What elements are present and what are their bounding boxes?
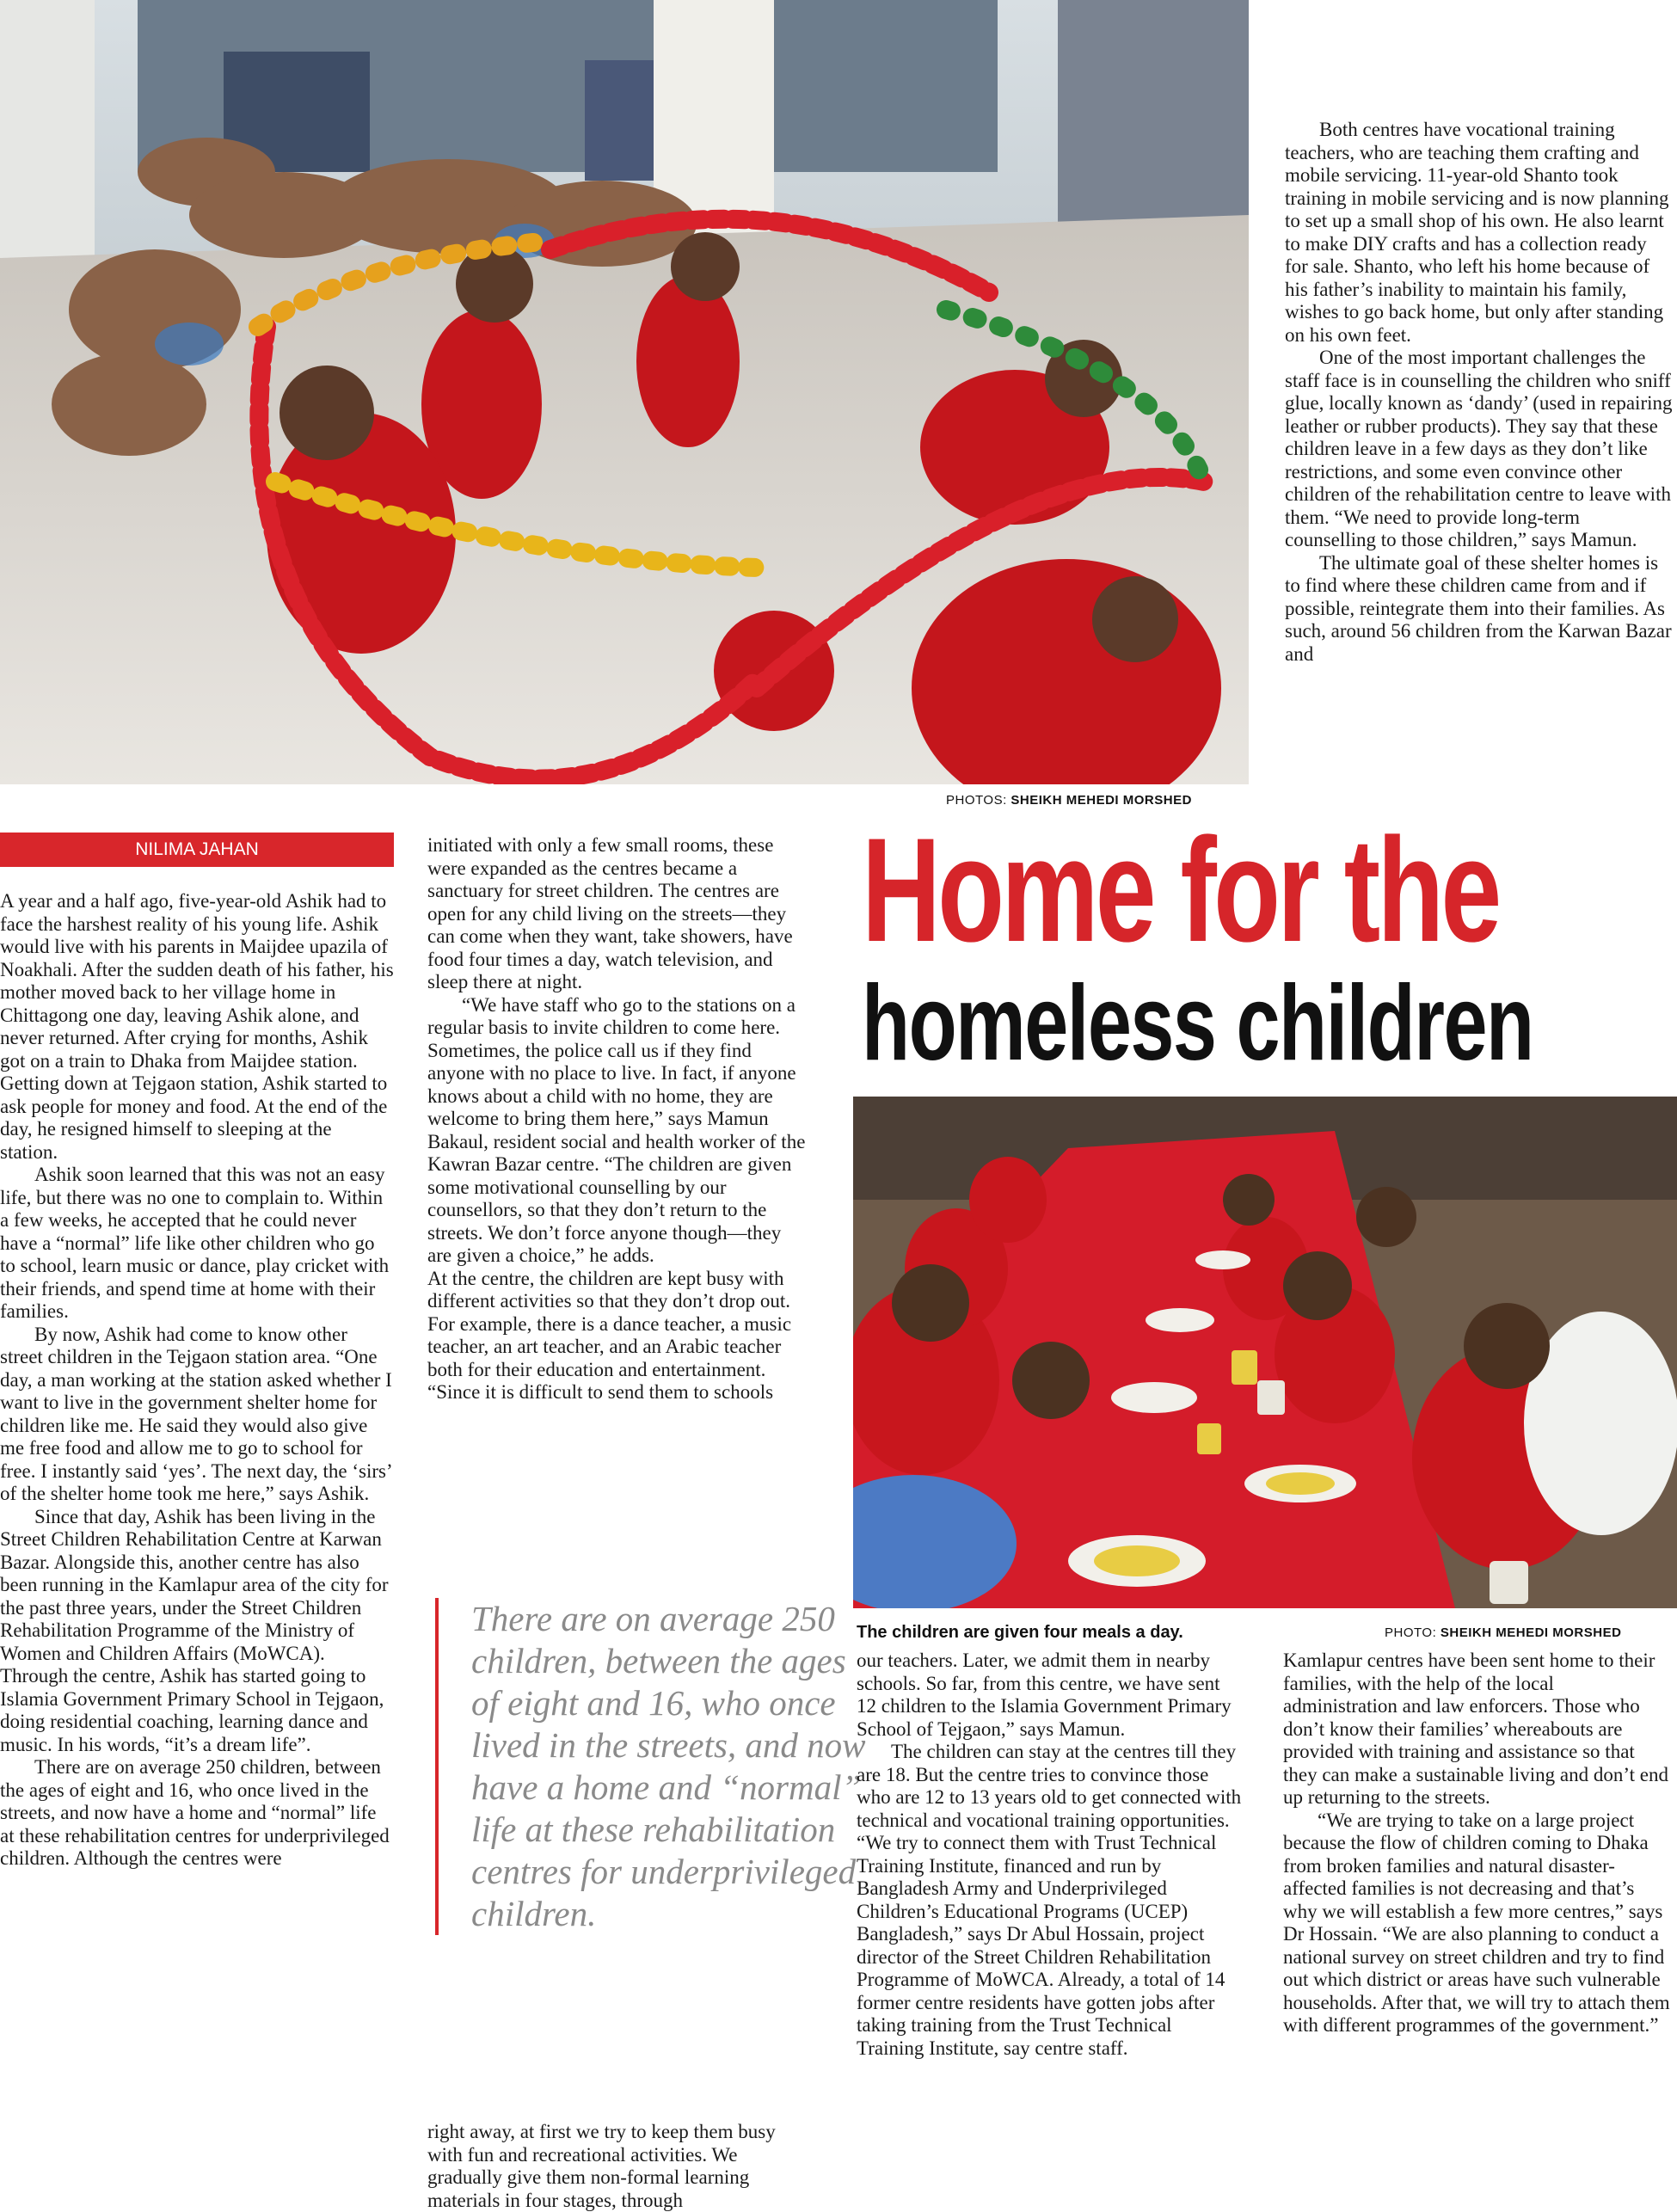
article-col-top-right xyxy=(1285,119,1674,666)
paragraph: One of the most important challenges the staff face is in counselling the children who sniff glue, locally known as ‘dandy’ (used in repairing leather or rubber products). They say that these children leave in a few days as they don’t like restrictions, and some even convince other children of the rehabilitation centre to leave with them. “We need to provide long-term counselling to those children,” says Mamun. xyxy=(1285,347,1673,550)
meal-photo-illustration xyxy=(853,1097,1677,1608)
paragraph: initiated with only a few small rooms, these were expanded as the centres became a sanctuary for street children. The centres are open for any child living on the streets—they can come when they want, take showers, have food four times a day, watch television, and sleep there at night. xyxy=(427,834,793,992)
paragraph: Kamlapur centres have been sent home to their families, with the help of the local administration and law enforcers. Those who don’t know their families’ whereabouts are provided with training and assistance so that they can make a sustainable living and don’t end up returning to the streets. xyxy=(1283,1650,1668,1808)
credit-prefix: PHOTOS: xyxy=(946,793,1007,808)
paragraph: A year and a half ago, five-year-old Ashik had to face the harshest reality of his young life. Ashik would live with his parents in Maijdee upazila of Noakhali. After the sudden death of his father, his mother moved back to her village home in Chittagong one day, leaving Ashik alone, and never returned. After crying for months, Ashik got on a train to Dhaka from Maijdee station. Getting down at Tejgaon station, Ashik started to ask people for money and food. At the end of the day, he resigned himself to sleeping at the station. xyxy=(0,890,394,1163)
top-photo xyxy=(0,0,1249,784)
paragraph: Ashik soon learned that this was not an easy life, but there was no one to complain to. Within a few weeks, he accepted that he could never have a “normal” life like other children who go to school, learn music or dance, play cricket with their friends, and spend time at home with their families. xyxy=(0,1164,390,1322)
top-photo-credit xyxy=(946,793,1192,808)
article-col-4 xyxy=(1283,1650,1672,2037)
headline-line-2: homeless children xyxy=(862,964,1533,1083)
meal-photo-caption: The children are given four meals a day. xyxy=(857,1623,1183,1642)
paragraph: right away, at first we try to keep them busy with fun and recreational activities. We gradually give them non-formal learning materials in four stages, through xyxy=(427,2121,776,2211)
paragraph: our teachers. Later, we admit them in nearby schools. So far, from this centre, we have sent 12 children to the Islamia Government Primary School of Tejgaon,” says Mamun. xyxy=(857,1650,1232,1740)
headline-line-1: Home for the xyxy=(862,808,1499,973)
credit-prefix: PHOTO: xyxy=(1385,1625,1437,1640)
top-photo-illustration xyxy=(0,0,1249,784)
paragraph: “We are trying to take on a large project because the flow of children coming to Dhaka from broken families and natural disaster-affected families is not decreasing and that’s why we will establish a few more centres,” says Dr Hossain. “We are also planning to conduct a national survey on street children and try to find out which district or areas have such vulnerable households. After that, we will try to attach them with different programmes of the government.” xyxy=(1283,1809,1670,2036)
paragraph: Both centres have vocational training teachers, who are teaching them crafting and mobile servicing. 11-year-old Shanto took training in mobile servicing and is now planning to set up a small shop of his own. He also learnt to make DIY crafts and has a collection ready for sale. Shanto, who left his home because of his father’s inability to maintain his family, wishes to go back home, but only after standing on his own feet. xyxy=(1285,119,1669,346)
article-col-1 xyxy=(0,890,394,1871)
pull-quote: There are on average 250 children, between the ages of eight and 16, who once lived in the streets, and now have a home and “normal” life at these rehabilitation centres for underprivileged children. xyxy=(435,1598,875,1935)
byline: NILIMA JAHAN xyxy=(0,833,394,867)
meal-photo-credit xyxy=(1385,1625,1621,1640)
paragraph: There are on average 250 children, between the ages of eight and 16, who once lived in the streets, and now have a home and “normal” life at these rehabilitation centres for underprivileged children. Although the centres were xyxy=(0,1756,390,1869)
meal-photo xyxy=(853,1097,1677,1608)
credit-name: SHEIKH MEHEDI MORSHED xyxy=(1010,793,1192,808)
paragraph: “We have staff who go to the stations on a regular basis to invite children to come here. Sometimes, the police call us if they find anyone with no place to live. In fact, if anyone knows about a child with no home, they are welcome to bring them here,” says Mamun Bakaul, resident social and health worker of the Kawran Bazar centre. “The children are given some motivational counselling by our counsellors, so that they don’t return to the streets. We don’t force anyone though—they are given a choice,” he adds. xyxy=(427,993,806,1266)
article-col-3 xyxy=(857,1650,1244,2060)
article-col-2-bottom xyxy=(427,2121,810,2212)
paragraph: Since that day, Ashik has been living in the Street Children Rehabilitation Centre at Karwan Bazar. Alongside this, another centre has also been running in the Kamlapur area of the city for the past three years, under the Street Children Rehabilitation Programme of the Ministry of Women and Children Affairs (MoWCA). Through the centre, Ashik has started going to Islamia Government Primary School in Tejgaon, doing residential coaching, learning dance and music. In his words, “it’s a dream life”. xyxy=(0,1505,389,1755)
paragraph: At the centre, the children are kept busy with different activities so that they don’t drop out. For example, there is a dance teacher, a music teacher, an art teacher, and an Arabic teacher both for their education and entertainment. “Since it is difficult to send them to schools xyxy=(427,1267,792,1403)
paragraph: The ultimate goal of these shelter homes is to find where these children came from and if possible, reintegrate them into their families. As such, around 56 children from the Karwan Bazar and xyxy=(1285,551,1672,665)
article-col-2-top xyxy=(427,834,810,1404)
paragraph: The children can stay at the centres till they are 18. But the centre tries to convince those who are 12 to 13 years old to get connected with technical and vocational training opportunities. “We try to connect them with Trust Technical Training Institute, financed and run by Bangladesh Army and Underprivileged Children’s Educational Programs (UCEP) Bangladesh,” says Dr Abul Hossain, project director of the Street Children Rehabilitation Programme of MoWCA. Already, a total of 14 former centre residents have gotten jobs after taking training from the Trust Technical Training Institute, say centre staff. xyxy=(857,1741,1242,2059)
credit-name: SHEIKH MEHEDI MORSHED xyxy=(1440,1625,1622,1640)
paragraph: By now, Ashik had come to know other street children in the Tejgaon station area. “One day, a man working at the station asked whether I want to live in the government shelter home for children like me. He said they would also give me free food and allow me to go to school for free. I instantly said ‘yes’. The next day, the ‘sirs’ of the shelter home took me here,” says Ashik. xyxy=(0,1323,392,1504)
